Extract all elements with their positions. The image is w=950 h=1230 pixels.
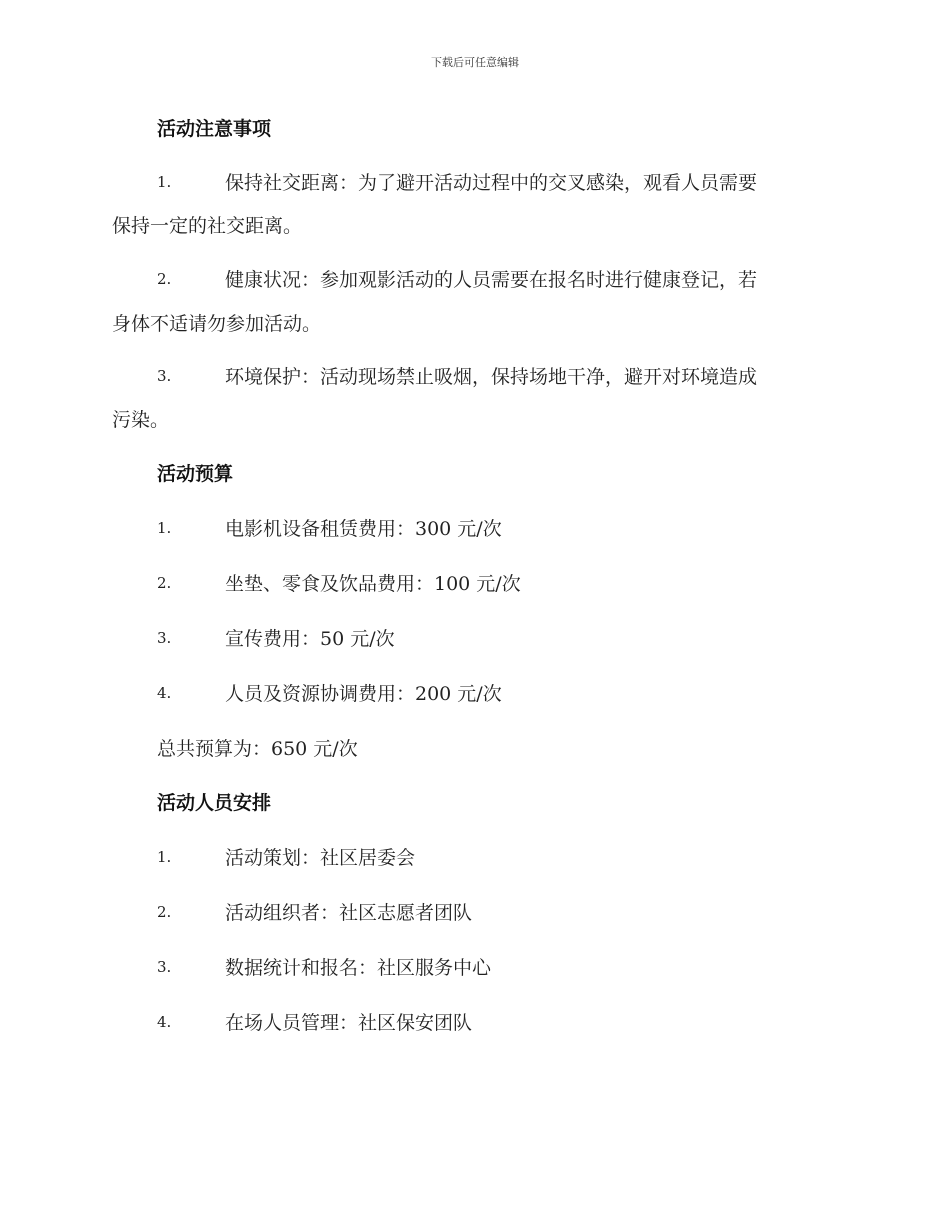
list-item-continuation: 保持一定的社交距离。 bbox=[112, 215, 303, 237]
list-number: 1. bbox=[157, 173, 172, 191]
list-item-text: 电影机设备租赁费用：300 元/次 bbox=[225, 518, 502, 540]
section-title-notes: 活动注意事项 bbox=[157, 118, 272, 140]
section-title-staff: 活动人员安排 bbox=[157, 792, 272, 814]
list-item-text: 宣传费用：50 元/次 bbox=[225, 628, 395, 650]
list-item-continuation: 污染。 bbox=[112, 409, 170, 431]
list-number: 3. bbox=[157, 958, 172, 976]
list-item-text: 坐垫、零食及饮品费用：100 元/次 bbox=[225, 573, 521, 595]
list-number: 3. bbox=[157, 629, 172, 647]
list-item-continuation: 身体不适请勿参加活动。 bbox=[112, 313, 322, 335]
list-item-text: 在场人员管理：社区保安团队 bbox=[225, 1012, 473, 1034]
list-number: 3. bbox=[157, 367, 172, 385]
list-item-text: 数据统计和报名：社区服务中心 bbox=[225, 957, 492, 979]
list-number: 2. bbox=[157, 574, 172, 592]
budget-total: 总共预算为：650 元/次 bbox=[157, 738, 358, 760]
list-number: 2. bbox=[157, 270, 172, 288]
list-number: 1. bbox=[157, 519, 172, 537]
list-number: 4. bbox=[157, 1013, 172, 1031]
list-item-text: 人员及资源协调费用：200 元/次 bbox=[225, 683, 502, 705]
list-item-text: 活动策划：社区居委会 bbox=[225, 847, 416, 869]
section-title-budget: 活动预算 bbox=[157, 463, 234, 485]
page-header: 下载后可任意编辑 bbox=[431, 56, 519, 69]
list-number: 4. bbox=[157, 684, 172, 702]
list-number: 1. bbox=[157, 848, 172, 866]
list-item-text: 保持社交距离：为了避开活动过程中的交叉感染，观看人员需要 bbox=[225, 172, 758, 194]
list-item-text: 健康状况：参加观影活动的人员需要在报名时进行健康登记，若 bbox=[225, 269, 758, 291]
list-item-text: 环境保护：活动现场禁止吸烟，保持场地干净，避开对环境造成 bbox=[225, 366, 758, 388]
list-item-text: 活动组织者：社区志愿者团队 bbox=[225, 902, 473, 924]
list-number: 2. bbox=[157, 903, 172, 921]
